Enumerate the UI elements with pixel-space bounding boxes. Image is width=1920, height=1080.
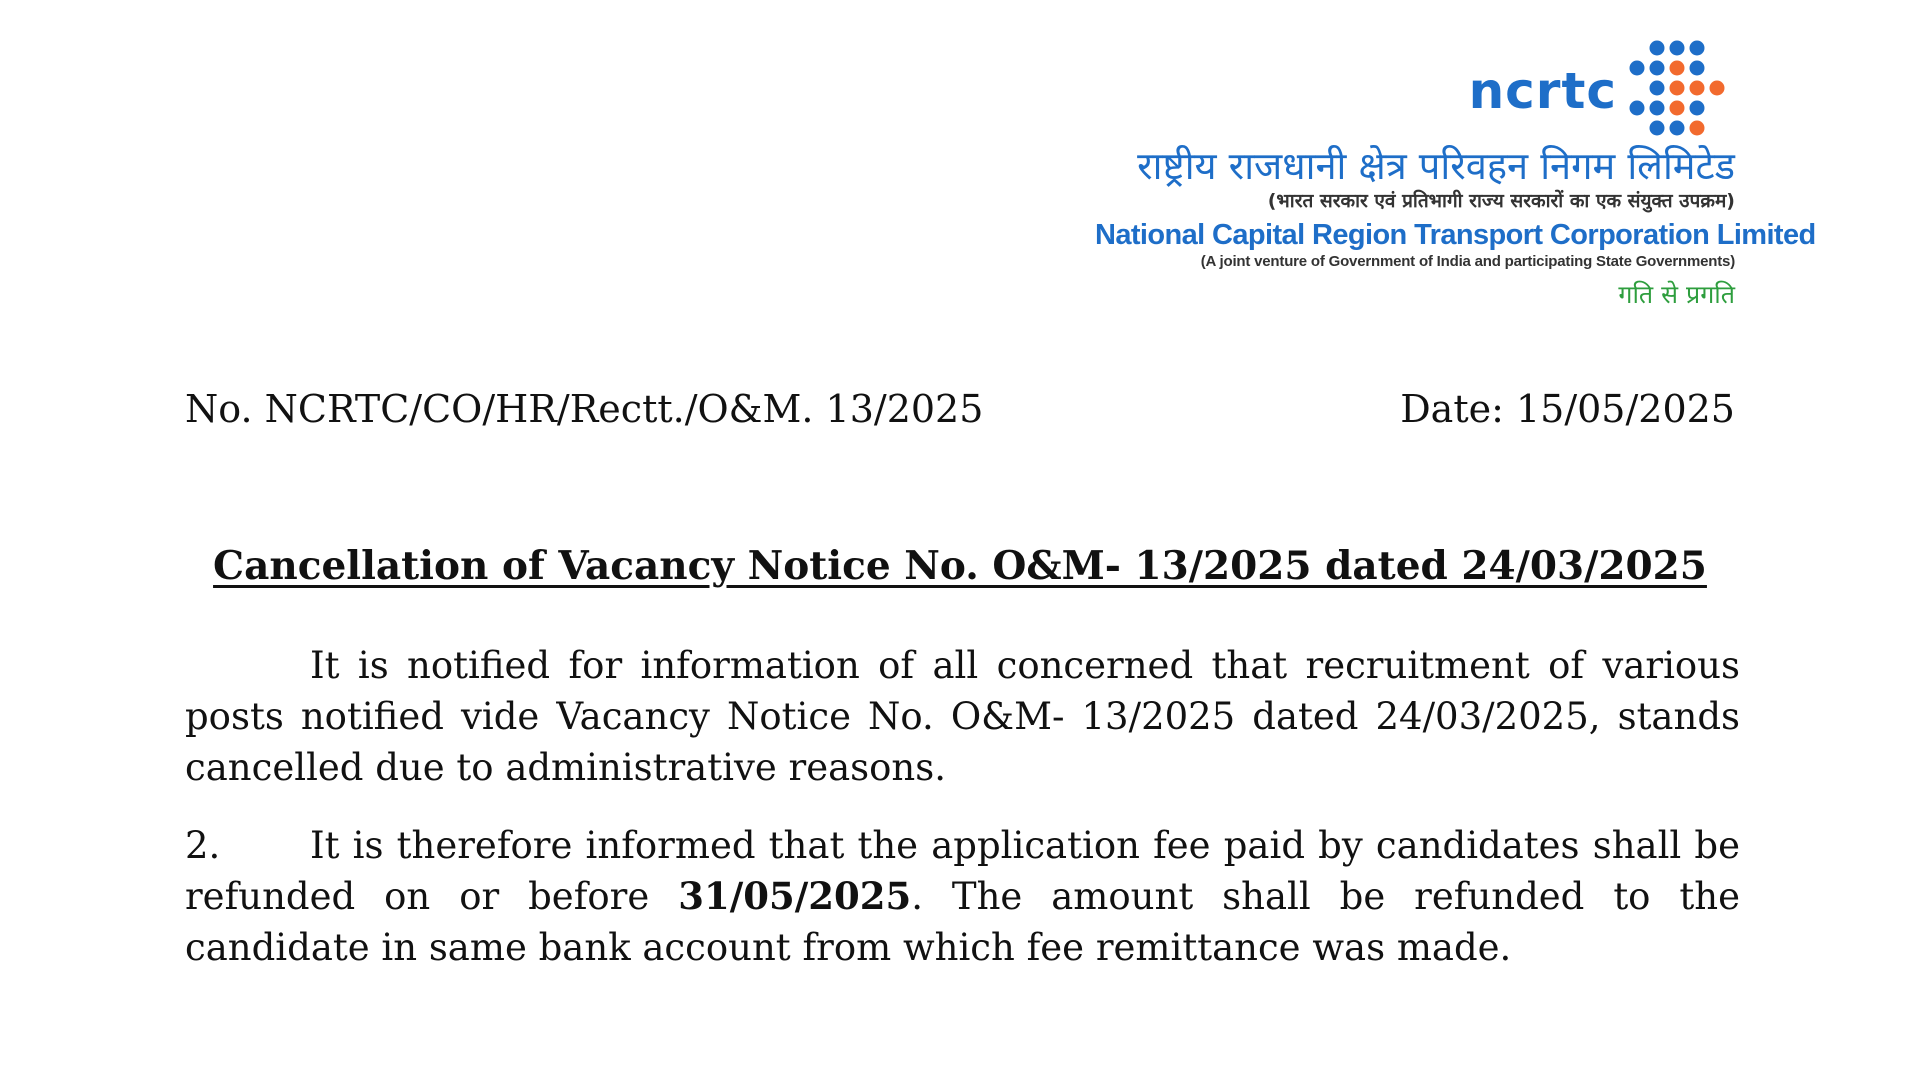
logo-dot: [1670, 101, 1685, 116]
paragraph-1-text: It is notified for information of all concerned that recruitment of various posts notified vide Vacancy Notice No. O&M- 13/2025 dated 24/03/2025, stands cancelled due to administrative reasons.: [185, 644, 1740, 789]
logo-dot: [1670, 81, 1685, 96]
logo-dot: [1710, 81, 1725, 96]
tagline: गति से प्रगति: [1618, 280, 1735, 309]
logo-dot: [1650, 81, 1665, 96]
logo-dot: [1670, 41, 1685, 56]
logo-dots-icon: [1625, 38, 1735, 138]
logo-dot: [1650, 61, 1665, 76]
reference-number: No. NCRTC/CO/HR/Rectt./O&M. 13/2025: [185, 387, 984, 431]
logo-dot: [1630, 61, 1645, 76]
paragraph-2-text-after: . The amount shall be refunded to the candidate in same bank account from which fee remittance was made.: [185, 875, 1741, 969]
logo-dot: [1690, 101, 1705, 116]
notice-date: Date: 15/05/2025: [1400, 387, 1735, 431]
logo-dot: [1690, 121, 1705, 136]
logo-dot: [1690, 41, 1705, 56]
logo-wordmark: ncrtc: [1468, 62, 1617, 120]
logo-dot: [1650, 121, 1665, 136]
paragraph-2-text-before: It is therefore informed that the application fee paid by candidates shall be refunded on or before: [185, 824, 1740, 918]
paragraph-1: [185, 640, 1740, 793]
logo: [1095, 38, 1735, 138]
notice-title: Cancellation of Vacancy Notice No. O&M- 13/2025 dated 24/03/2025: [213, 543, 1707, 589]
logo-dot: [1690, 81, 1705, 96]
refund-deadline-date: 31/05/2025: [678, 874, 912, 918]
logo-dot: [1690, 61, 1705, 76]
reference-row: [185, 385, 1735, 433]
logo-dot: [1670, 121, 1685, 136]
english-subtitle: (A joint venture of Government of India and participating State Governments): [1200, 253, 1735, 270]
logo-dot: [1670, 61, 1685, 76]
logo-dot: [1650, 101, 1665, 116]
paragraph-number: 2.: [185, 824, 221, 867]
logo-dot: [1630, 101, 1645, 116]
hindi-subtitle: (भारत सरकार एवं प्रतिभागी राज्य सरकारों का एक संयुक्त उपक्रम): [1267, 190, 1735, 212]
english-company-name: National Capital Region Transport Corporation Limited: [1095, 219, 1816, 251]
hindi-company-name: राष्ट्रीय राजधानी क्षेत्र परिवहन निगम लिमिटेड: [1137, 144, 1735, 188]
letterhead: [1095, 38, 1816, 312]
logo-dot: [1650, 41, 1665, 56]
paragraph-2: [185, 820, 1740, 973]
